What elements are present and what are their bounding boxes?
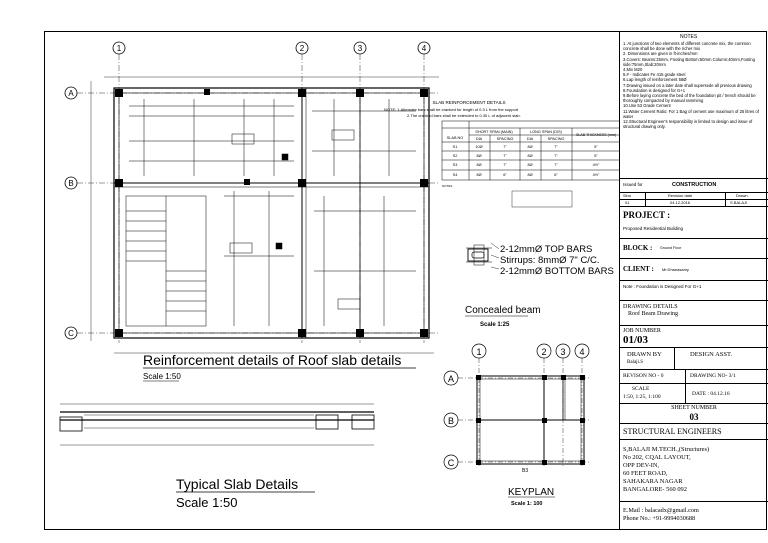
table-note-small: NOTES — [442, 184, 453, 188]
structural-engineers-section — [620, 424, 768, 440]
phone: Phone No.: +91-9994030688 — [623, 515, 696, 522]
address-line: No 202, CQAL LAYOUT, — [623, 454, 691, 461]
note-item: 5.# - Indicates Fe 415 grade steel — [623, 72, 686, 78]
staircase — [126, 196, 206, 326]
keyplan-beam-label: B3 — [522, 468, 529, 474]
slab-table-cell: 7" — [503, 145, 507, 149]
address-section — [620, 440, 768, 502]
roof-slab-plan — [65, 42, 439, 353]
slab-table-cell: 7" — [554, 154, 558, 158]
keyplan-col-2 — [537, 344, 551, 358]
slab-table-cell: 4½" — [592, 173, 600, 177]
note-item: 3.Covers: Beams:25mm, Footing Bottom:50mm Column:40mm,Footing side:75mm,Slab:20mm — [623, 56, 755, 67]
grid-col-label-1: 1 — [116, 44, 122, 53]
drawn-by-value: Balaji.S — [627, 360, 643, 365]
keyplan — [444, 344, 589, 474]
slab-table-cell: S1 — [452, 145, 458, 149]
slab-table-sub-spacing-2: SPACING — [547, 137, 565, 141]
slab-table-sub-spacing-1: SPACING — [496, 137, 514, 141]
contact-section — [620, 502, 768, 530]
grid-col-bubble-2 — [296, 42, 308, 54]
foundation-note-section — [620, 281, 768, 301]
keyplan-row-c — [444, 455, 458, 469]
email[interactable]: E.Mail : balacadx@gmail.com — [623, 507, 699, 514]
slab-table-cell: 7" — [503, 163, 507, 167]
project-value: Proposed Residential Building — [623, 226, 684, 231]
project-label: PROJECT : — [623, 210, 671, 220]
slab-table-cell: 7" — [554, 163, 558, 167]
plan-title: Reinforcement details of Roof slab details — [143, 352, 402, 368]
note-item: 6.Lap length of reinforcement 58Ø — [623, 77, 687, 83]
grid-col-bubble-1 — [113, 42, 125, 54]
sheet-number-label: SHEET NUMBER — [671, 405, 717, 411]
grid-col-bubble-3 — [354, 42, 366, 54]
slab-table-title: SLAB REINFORCEMENT DETAILS — [432, 100, 506, 105]
grid-col-label-4: 4 — [421, 44, 427, 53]
slab-table-note-1: NOTE: 1.Alternate bars shall be cranked for length of 0.3 L from the support — [384, 107, 519, 112]
note-item: 10.Use 53 Grade Cement — [623, 103, 671, 109]
concealed-beam-detail — [465, 243, 614, 328]
issued-for-row — [620, 179, 768, 193]
plan-scale: Scale 1:50 — [143, 372, 181, 381]
slab-table-sub-dia-1: DIA — [475, 137, 483, 141]
keyplan-col-4 — [575, 344, 589, 358]
beam-stirrups: Stirrups: 8mmØ 7" C/C. — [500, 255, 600, 266]
beam-bottom-bars: 2-12mmØ BOTTOM BARS — [500, 266, 614, 277]
revision-table — [620, 193, 768, 207]
address-line: SAHAKARA NAGAR — [623, 478, 683, 485]
client-value: Mr.Dhanasamy — [662, 267, 689, 272]
block-section — [620, 239, 768, 259]
keyplan-row-label-a: A — [447, 374, 455, 384]
keyplan-row-label-b: B — [447, 416, 455, 426]
issued-for-value: CONSTRUCTION — [672, 182, 717, 188]
job-number-section — [620, 326, 768, 348]
client-label: CLIENT : — [623, 265, 654, 273]
structural-engineers: STRUCTURAL ENGINEERS — [623, 427, 722, 436]
slab-table-header-short: SHORT SPAN (MAIN) — [475, 130, 513, 134]
design-asst-label: DESIGN ASST. — [690, 351, 733, 358]
sheet-number-section — [620, 404, 768, 424]
slab-table-cell: S3 — [452, 163, 458, 167]
grid-col-label-3: 3 — [357, 44, 363, 53]
keyplan-col-3 — [556, 344, 570, 358]
block-value: Ground Floor — [660, 246, 682, 250]
revision-header-date: Revision date — [668, 193, 693, 198]
job-number-label: JOB NUMBER — [623, 328, 661, 334]
grid-row-bubble-c — [65, 327, 77, 339]
keyplan-row-a — [444, 371, 458, 385]
typical-slab-detail — [60, 404, 374, 445]
notes-list — [623, 41, 765, 129]
note-item: 11.Water Cement Ratio: For 1 Bag of cement use maximum of 25 litres of water — [623, 108, 759, 119]
address-line: S,BALAJI M.TECH.,(Structures) — [623, 446, 710, 453]
slab-table-header-thickness: SLAB THICKNESS (mm) — [575, 133, 617, 137]
drawing-no: DRAWING NO- 3/1 — [690, 373, 736, 379]
keyplan-title: KEYPLAN — [508, 487, 555, 498]
keyplan-col-1 — [472, 344, 486, 358]
note-item: 8.Foundation is designed for G+1 — [623, 87, 686, 93]
slab-table-cell: 6" — [503, 173, 507, 177]
drawing-details-value: Roof Beam Drawing — [628, 311, 678, 317]
slab-table-cell: 7" — [554, 145, 558, 149]
keyplan-col-label-1: 1 — [476, 347, 482, 357]
note-item: 4.Mix M20 — [623, 67, 643, 73]
date-value: DATE : 04.12.16 — [692, 391, 730, 397]
sheet-number-value: 03 — [689, 412, 699, 422]
keyplan-col-label-4: 4 — [579, 347, 585, 357]
beam-scale: Scale 1:25 — [480, 322, 510, 328]
block-label: BLOCK : — [623, 244, 653, 252]
beam-title: Concealed beam — [465, 305, 541, 316]
revision-header-sino: Sino — [623, 193, 632, 198]
grid-col-label-2: 2 — [299, 44, 305, 53]
slab-reinforcement-table — [384, 100, 619, 207]
address-line: BANGALORE- 560 092 — [623, 486, 687, 493]
scale-label: SCALE — [632, 386, 650, 392]
foundation-note: Note : Foundation is Designed For G+1 — [623, 284, 702, 289]
job-number-value: 01/03 — [623, 334, 649, 346]
slab-table-cell: 5" — [594, 154, 598, 158]
note-item: 7.Drawing issued on a later date shall supersede all previous drawing — [623, 82, 752, 88]
slab-table-note-2: 2.The cranked bars shall be extended to 0.30 L of adjacent slab. — [407, 113, 521, 118]
slab-table-cell: 8Ø — [527, 154, 533, 158]
slab-table-cell: 6" — [554, 173, 558, 177]
revision-no: REVISON NO - 0 — [623, 373, 664, 379]
note-item: 9.Before laying concrete the bed of the foundation pit / trench should be thoroughly compacted by manual rammimg — [623, 93, 756, 104]
slab-table-cell: S2 — [452, 154, 458, 158]
grid-row-bubble-a — [65, 87, 77, 99]
slab-table-cell: 8Ø — [476, 163, 482, 167]
slab-detail-title: Typical Slab Details — [176, 476, 299, 492]
revision-drawn: S.BALAJI — [730, 200, 748, 205]
slab-table-header-long: LONG SPAN (DIS) — [530, 130, 562, 134]
note-item: 12.Structural Engineer's responsibility is limited to design and issue of structural drawing only. — [623, 119, 753, 130]
notes-section — [620, 31, 768, 179]
scale-section — [620, 384, 768, 404]
title-block — [619, 31, 767, 530]
drawn-by-label: DRAWN BY — [627, 351, 662, 358]
drawn-by-section — [620, 348, 768, 370]
project-section — [620, 207, 768, 239]
note-item: 1. At junctions of two elements of different concrete mix, the common concrete shall be done with the richer mix — [623, 41, 751, 52]
slab-table-cell: 4½" — [592, 163, 600, 167]
drawing-details-label: DRAWING DETAILS — [623, 304, 678, 310]
grid-col-bubble-4 — [418, 42, 430, 54]
grid-row-label-a: A — [68, 89, 74, 98]
slab-table-sub-dia-2: DIA — [526, 137, 534, 141]
slab-table-cell: 8Ø — [527, 173, 533, 177]
keyplan-row-label-c: C — [447, 458, 455, 468]
slab-table-header-slabno: SLAB NO — [446, 136, 464, 140]
issued-for-label: Issued for — [623, 182, 643, 187]
notes-title: NOTES — [680, 34, 698, 40]
slab-table-cell: 7" — [503, 154, 507, 158]
slab-table-cell: 8Ø — [476, 173, 482, 177]
revision-date: 04.12.2016 — [670, 200, 691, 205]
slab-table-cell: 8Ø — [476, 154, 482, 158]
revision-no-section — [620, 370, 768, 384]
keyplan-scale: Scale 1: 100 — [511, 501, 543, 507]
keyplan-col-label-3: 3 — [560, 347, 566, 357]
keyplan-col-label-2: 2 — [541, 347, 547, 357]
note-item: 2. Dimensions are given in ft-inches/mm — [623, 51, 698, 57]
scale-value: 1:50, 1:25, 1:100 — [623, 394, 661, 400]
address-line: OPP DEV-IN, — [623, 462, 660, 469]
keyplan-row-b — [444, 413, 458, 427]
grid-row-bubble-b — [65, 177, 77, 189]
address-line: 60 FEET ROAD, — [623, 470, 668, 477]
drawing-details-section — [620, 301, 768, 326]
slab-table-cell: 10Ø — [475, 145, 483, 149]
revision-sino: 01 — [625, 200, 630, 205]
grid-row-label-c: C — [68, 329, 74, 338]
revision-header-drawn: Drawn — [736, 193, 748, 198]
drawing-canvas — [44, 31, 619, 530]
slab-table-rows — [453, 145, 600, 177]
slab-table-cell: 8Ø — [527, 163, 533, 167]
client-section — [620, 259, 768, 281]
slab-table-cell: S4 — [452, 173, 458, 177]
address-lines — [623, 446, 709, 494]
slab-table-cell: 8Ø — [527, 145, 533, 149]
beam-top-bars: 2-12mmØ TOP BARS — [500, 244, 593, 255]
grid-row-label-b: B — [68, 179, 74, 188]
slab-table-cell: 5" — [594, 145, 598, 149]
slab-detail-scale: Scale 1:50 — [176, 495, 238, 510]
